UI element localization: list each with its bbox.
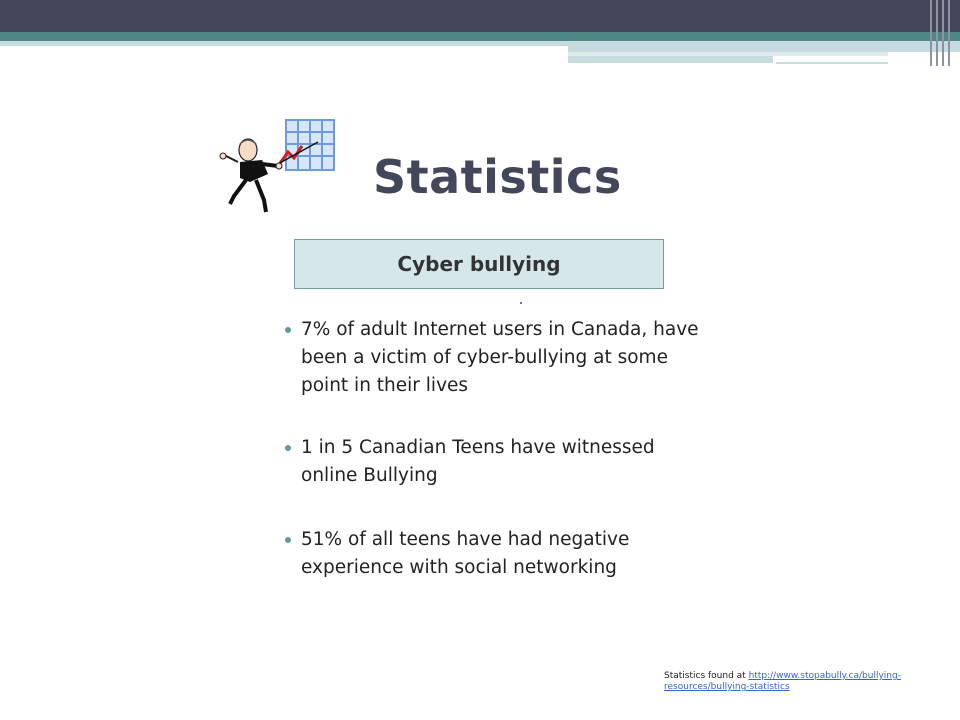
source-link[interactable]: http://www.stopabully.ca/bullying-resources/bullying-statistics — [664, 671, 901, 692]
list-item-text: 7% of adult Internet users in Canada, have been a victim of cyber-bullying at some point in their lives — [301, 319, 699, 396]
top-band-light — [0, 41, 568, 46]
page-title: Statistics — [373, 150, 622, 204]
divider-dot — [520, 302, 522, 304]
list-item — [285, 526, 705, 582]
corner-stripe — [942, 0, 944, 66]
top-band-line — [776, 62, 888, 64]
bullet-dot-icon — [285, 445, 291, 451]
list-item-text: 51% of all teens have had negative experience with social networking — [301, 529, 630, 578]
bullet-dot-icon — [285, 327, 291, 333]
corner-stripe — [930, 0, 932, 66]
list-item — [285, 316, 705, 400]
subtitle-box — [294, 239, 664, 289]
presenter-with-chart-icon — [218, 116, 338, 218]
list-item-text: 1 in 5 Canadian Teens have witnessed online Bullying — [301, 437, 655, 486]
top-band-dark — [0, 0, 960, 32]
corner-stripe — [948, 0, 950, 66]
bullet-dot-icon — [285, 537, 291, 543]
corner-stripe — [936, 0, 938, 66]
source-footnote — [664, 671, 934, 693]
statistics-list — [285, 316, 705, 622]
footnote-prefix: Statistics found at — [664, 671, 749, 681]
top-band-teal — [0, 32, 960, 41]
list-item — [285, 434, 705, 490]
top-band-light — [568, 41, 960, 52]
top-band-light — [568, 56, 773, 63]
subtitle-text: Cyber bullying — [397, 252, 561, 276]
